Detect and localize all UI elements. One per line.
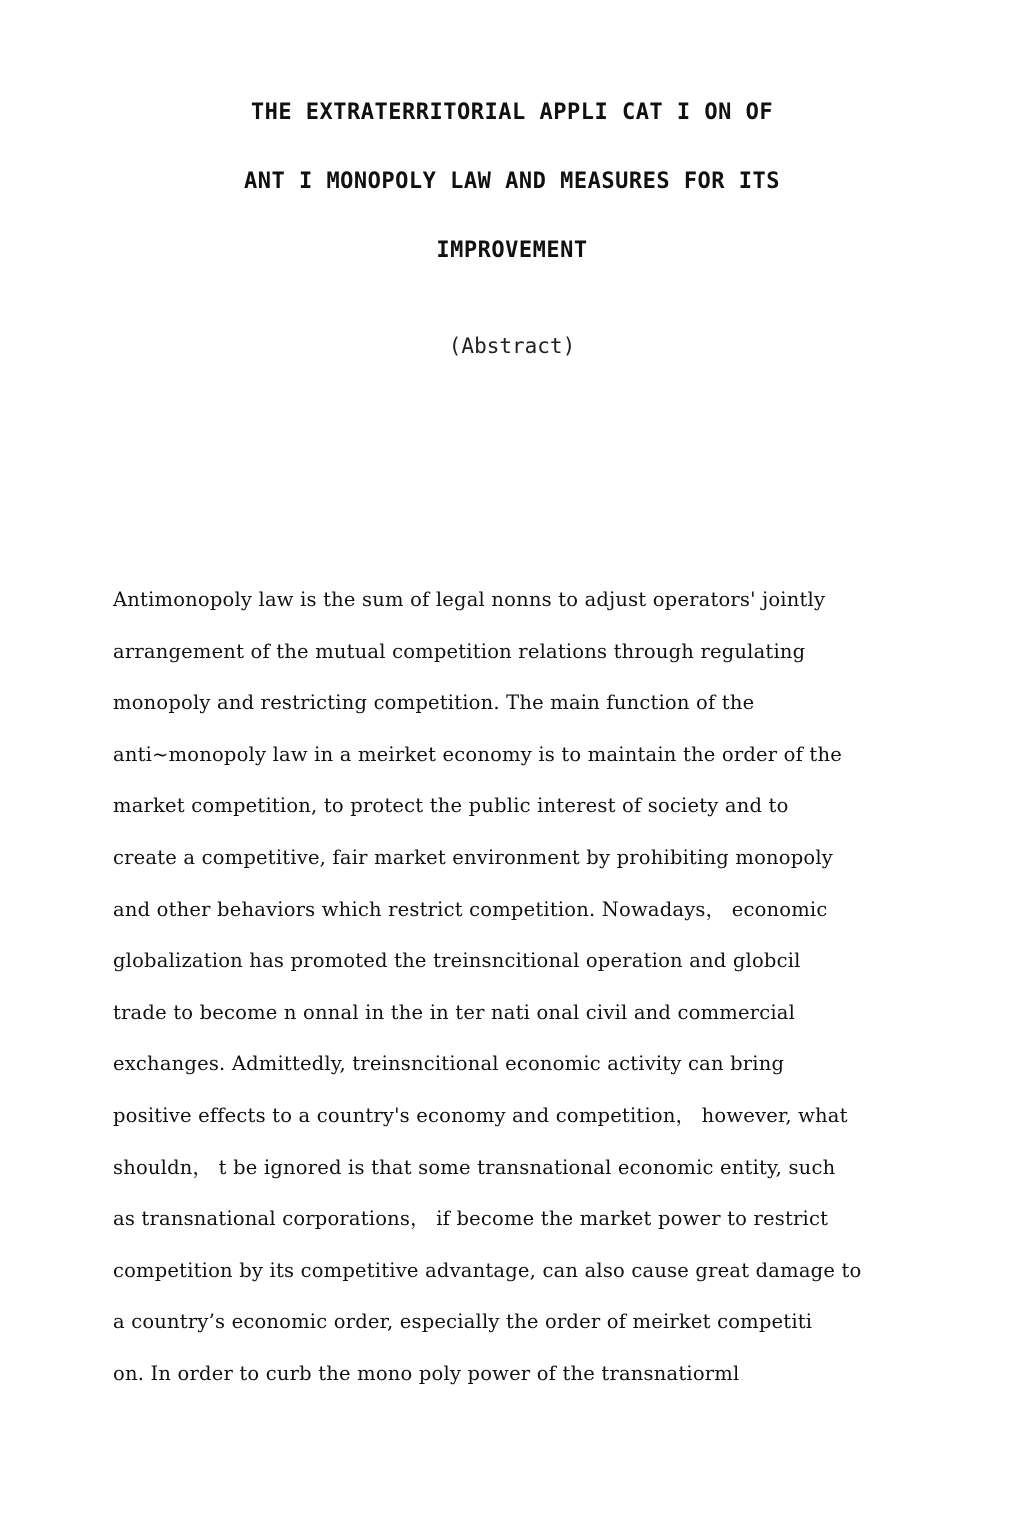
body-line: competition by its competitive advantage, can also cause great damage to — [113, 1258, 862, 1282]
body-line: Antimonopoly law is the sum of legal nonns to adjust operators' jointly — [113, 588, 826, 611]
title-line-3: IMPROVEMENT — [436, 238, 588, 263]
body-line: trade to become n onnal in the in ter nati onal civil and commercial — [113, 1000, 796, 1024]
body-line: market competition, to protect the public interest of society and to — [113, 794, 789, 818]
abstract-body — [113, 585, 913, 1411]
body-line: on. In order to curb the mono poly power of the transnatiorml — [113, 1361, 740, 1385]
body-line: arrangement of the mutual competition relations through regulating — [113, 639, 806, 663]
title-line-1: THE EXTRATERRITORIAL APPLI CAT I ON OF — [250, 100, 774, 125]
body-line: as transnational corporations， if become the market power to restrict — [113, 1207, 829, 1231]
abstract-label: (Abstract) — [448, 334, 576, 358]
title-line-2: ANT I MONOPOLY LAW AND MEASURES FOR ITS — [243, 169, 781, 194]
body-line: a country’s economic order, especially the order of meirket competiti — [113, 1310, 813, 1334]
body-line: and other behaviors which restrict competition. Nowadays， economic — [113, 897, 828, 921]
body-line: globalization has promoted the treinsncitional operation and globcil — [113, 949, 801, 973]
body-line: anti~monopoly law in a meirket economy is to maintain the order of the — [113, 742, 842, 766]
body-line: exchanges. Admittedly, treinsncitional economic activity can bring — [113, 1052, 785, 1076]
body-line: create a competitive, fair market environment by prohibiting monopoly — [113, 845, 833, 869]
body-line: monopoly and restricting competition. The main function of the — [113, 691, 755, 715]
body-line: positive effects to a country's economy and competition， however, what — [113, 1103, 848, 1127]
body-line: shouldn， t be ignored is that some transnational economic entity, such — [113, 1155, 836, 1179]
